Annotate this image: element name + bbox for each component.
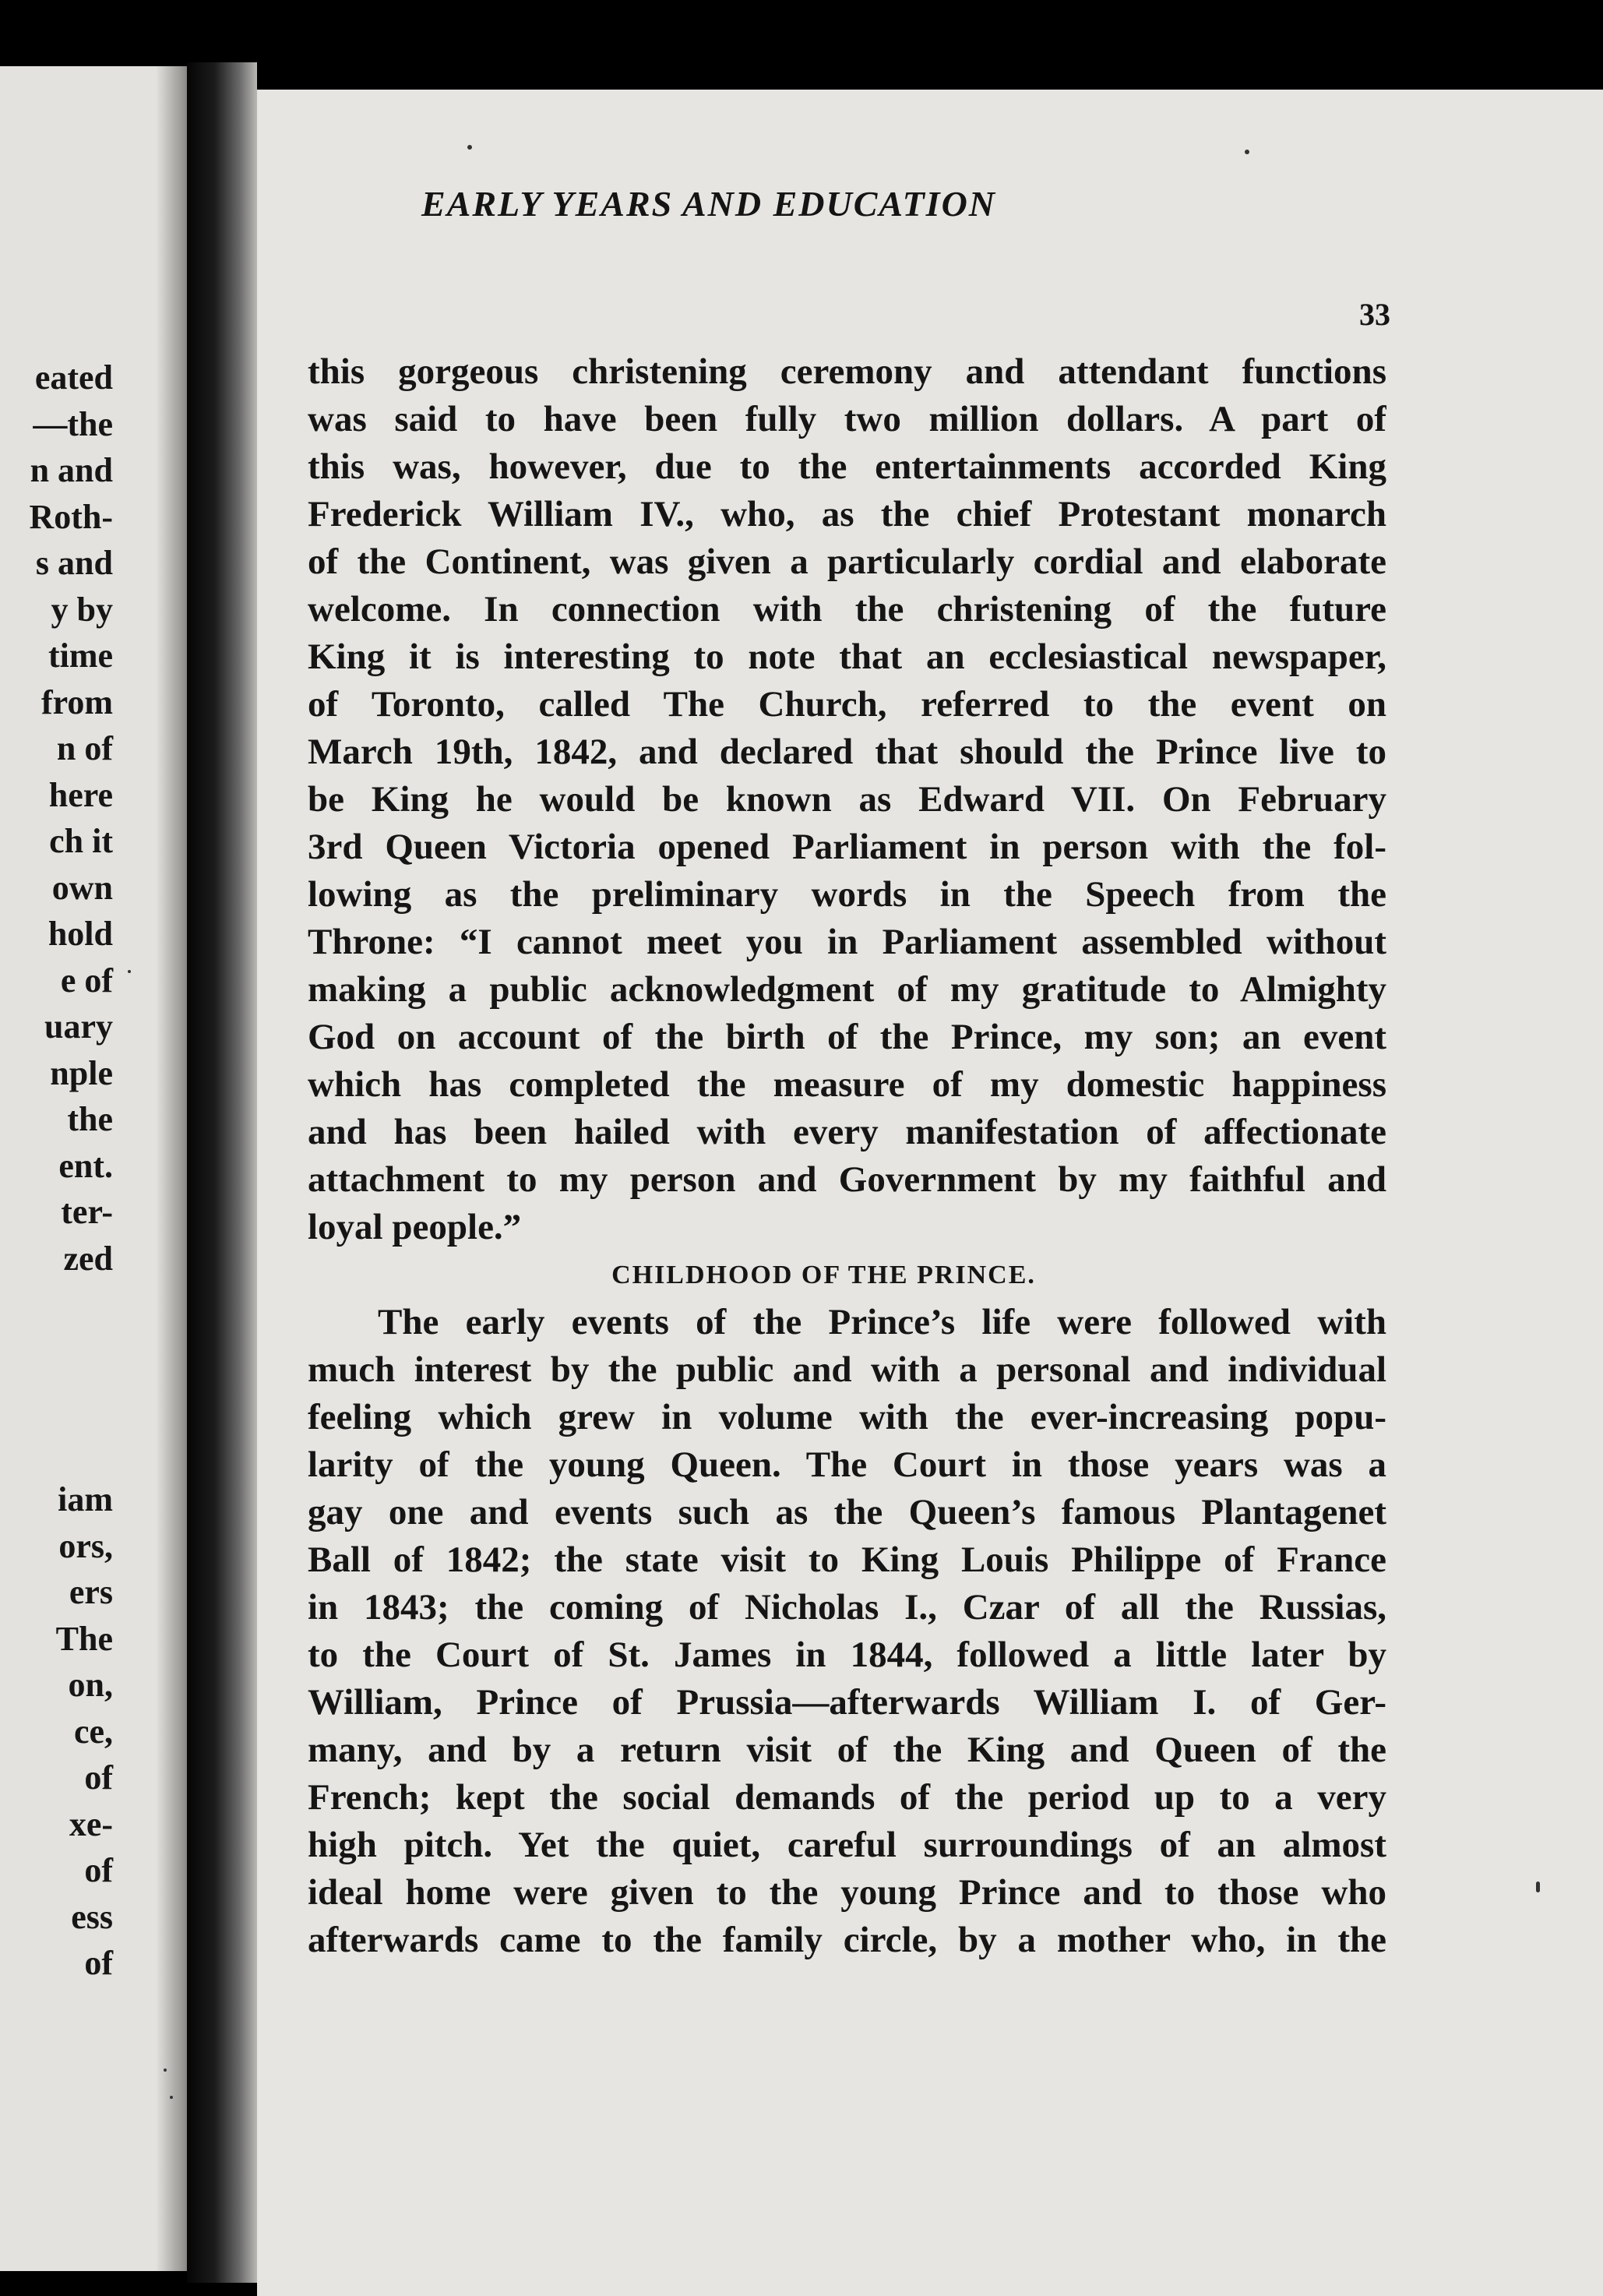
- text-line: lowing as the preliminary words in the Speech from the: [308, 874, 1386, 915]
- left-fragment: nple: [50, 1053, 113, 1092]
- text-line: which has completed the measure of my domestic happiness: [308, 1064, 1386, 1105]
- page-number: 33: [1359, 297, 1390, 332]
- text-line: to the Court of St. James in 1844, followed a little later by: [308, 1635, 1386, 1675]
- left-fragment: eated: [34, 358, 113, 397]
- left-fragment: ch it: [49, 822, 113, 860]
- text-line: this gorgeous christening ceremony and attendant functions: [308, 351, 1386, 392]
- text-line: March 19th, 1842, and declared that should the Prince live to: [308, 732, 1386, 772]
- text-line: French; kept the social demands of the period up to a very: [308, 1777, 1386, 1818]
- text-line: Ball of 1842; the state visit to King Louis Philippe of France: [308, 1539, 1386, 1580]
- text-line: this was, however, due to the entertainments accorded King: [308, 446, 1386, 487]
- left-fragment: ent.: [58, 1146, 113, 1185]
- section-heading: CHILDHOOD OF THE PRINCE.: [611, 1261, 1036, 1289]
- running-head: EARLY YEARS AND EDUCATION: [421, 184, 997, 224]
- scan-speck: [170, 2096, 173, 2099]
- left-fragment: time: [48, 637, 113, 675]
- left-gutter-shadow: [156, 66, 187, 2271]
- scan-speck: [1245, 150, 1249, 154]
- text-line: making a public acknowledgment of my gratitude to Almighty: [308, 969, 1386, 1010]
- left-fragment: s and: [35, 544, 113, 582]
- left-fragment: ess: [71, 1897, 113, 1936]
- text-line: welcome. In connection with the christening of the future: [308, 589, 1386, 630]
- text-line: of the Continent, was given a particularly cordial and elaborate: [308, 541, 1386, 582]
- text-line: ideal home were given to the young Prince and to those who: [308, 1872, 1386, 1913]
- book-spine-shadow: [187, 62, 257, 2283]
- left-fragment: of: [84, 1851, 113, 1889]
- left-fragment: own: [51, 868, 113, 907]
- left-page: [0, 66, 187, 2271]
- left-fragment: of: [84, 1758, 113, 1797]
- text-line: God on account of the birth of the Prince, my son; an event: [308, 1017, 1386, 1057]
- left-fragment: of: [84, 1944, 113, 1982]
- text-line: feeling which grew in volume with the ever-increasing popu-: [308, 1397, 1386, 1437]
- scan-speck: [1536, 1882, 1540, 1892]
- left-fragment: Roth-: [29, 497, 113, 536]
- left-fragment: zed: [63, 1239, 113, 1278]
- left-fragment: uary: [44, 1007, 113, 1046]
- left-fragment: ers: [69, 1573, 113, 1611]
- left-fragment: from: [41, 682, 113, 721]
- text-line: gay one and events such as the Queen’s famous Plantagenet: [308, 1492, 1386, 1532]
- left-fragment: hold: [48, 915, 113, 953]
- text-line: many, and by a return visit of the King and Queen of the: [308, 1730, 1386, 1770]
- text-line: King it is interesting to note that an ecclesiastical newspaper,: [308, 637, 1386, 677]
- text-line: attachment to my person and Government by my faithful and: [308, 1159, 1386, 1200]
- scan-speck: [128, 970, 131, 973]
- scan-speck: [164, 2069, 167, 2072]
- left-fragment: iam: [58, 1480, 113, 1518]
- text-line: William, Prince of Prussia—afterwards William I. of Ger-: [308, 1682, 1386, 1723]
- text-line: much interest by the public and with a personal and individual: [308, 1349, 1386, 1390]
- left-fragment: e of: [60, 961, 113, 1000]
- left-page-text-bottom: [56, 1476, 113, 1987]
- text-line: 3rd Queen Victoria opened Parliament in person with the fol-: [308, 827, 1386, 867]
- left-fragment: ter-: [61, 1193, 113, 1231]
- left-fragment: ce,: [73, 1712, 113, 1751]
- left-fragment: ors,: [58, 1526, 113, 1565]
- left-fragment: y by: [51, 590, 113, 629]
- left-fragment: the: [67, 1100, 113, 1138]
- text-line: afterwards came to the family circle, by a mother who, in the: [308, 1920, 1386, 1960]
- text-line: was said to have been fully two million dollars. A part of: [308, 399, 1386, 439]
- body-text: [308, 348, 1386, 1964]
- text-line: in 1843; the coming of Nicholas I., Czar of all the Russias,: [308, 1587, 1386, 1628]
- scan-speck: [467, 145, 472, 150]
- left-fragment: xe-: [69, 1804, 113, 1843]
- text-line: and has been hailed with every manifestation of affectionate: [308, 1112, 1386, 1152]
- text-line: high pitch. Yet the quiet, careful surroundings of an almost: [308, 1825, 1386, 1865]
- left-fragment: n of: [56, 729, 113, 767]
- text-line: larity of the young Queen. The Court in those years was a: [308, 1444, 1386, 1485]
- text-line: be King he would be known as Edward VII. On February: [308, 779, 1386, 820]
- text-line: loyal people.”: [308, 1207, 522, 1247]
- left-fragment: —the: [33, 404, 113, 443]
- left-fragment: n and: [30, 451, 113, 489]
- left-fragment: here: [48, 775, 113, 814]
- left-fragment: The: [55, 1619, 113, 1658]
- text-line: Throne: “I cannot meet you in Parliament assembled without: [308, 922, 1386, 962]
- text-line: of Toronto, called The Church, referred to the event on: [308, 684, 1386, 725]
- left-fragment: on,: [68, 1666, 113, 1704]
- text-line: The early events of the Prince’s life were followed with: [378, 1302, 1386, 1342]
- left-page-text-top: [29, 354, 113, 1282]
- text-line: Frederick William IV., who, as the chief Protestant monarch: [308, 494, 1386, 534]
